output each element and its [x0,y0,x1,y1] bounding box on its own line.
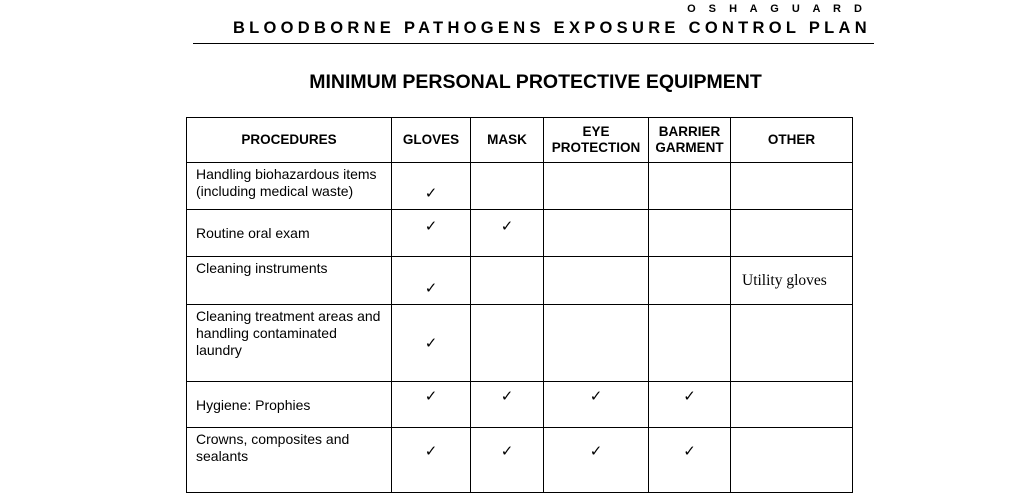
other-cell [731,382,853,428]
table-header-row [187,118,853,163]
col-header-barrier-garment: BARRIER GARMENT [649,118,731,163]
mask-check-cell: ✓ [471,428,544,493]
ppe-table [186,117,853,493]
gloves-check-cell: ✓ [392,257,471,305]
table-row [187,163,853,210]
procedure-cell: Crowns, composites and sealants [187,428,392,493]
garment-check-cell [649,305,731,382]
col-header-procedures: PROCEDURES [187,118,392,163]
header-divider [193,43,874,44]
table-row [187,305,853,382]
eye-check-cell [544,163,649,210]
mask-check-cell [471,163,544,210]
eye-check-cell [544,257,649,305]
col-header-eye-protection: EYE PROTECTION [544,118,649,163]
table-row [187,210,853,257]
garment-check-cell [649,163,731,210]
table-row [187,428,853,493]
other-cell: Utility gloves [731,257,853,305]
other-cell [731,163,853,210]
procedure-cell: Cleaning treatment areas and handling contaminated laundry [187,305,392,382]
procedure-cell: Handling biohazardous items (including medical waste) [187,163,392,210]
table-row [187,257,853,305]
gloves-check-cell: ✓ [392,210,471,257]
gloves-check-cell: ✓ [392,382,471,428]
gloves-check-cell: ✓ [392,305,471,382]
col-header-mask: MASK [471,118,544,163]
eye-check-cell [544,305,649,382]
other-cell [731,210,853,257]
garment-check-cell [649,257,731,305]
plan-title: BLOODBORNE PATHOGENS EXPOSURE CONTROL PLAN [232,19,871,37]
gloves-check-cell: ✓ [392,428,471,493]
eye-check-cell [544,210,649,257]
garment-check-cell: ✓ [649,428,731,493]
garment-check-cell: ✓ [649,382,731,428]
procedure-cell: Routine oral exam [187,210,392,257]
other-cell [731,305,853,382]
page-title: MINIMUM PERSONAL PROTECTIVE EQUIPMENT [309,71,762,93]
brand-name: O S H A G U A R D [687,3,867,15]
mask-check-cell: ✓ [471,382,544,428]
eye-check-cell: ✓ [544,428,649,493]
mask-check-cell [471,305,544,382]
mask-check-cell: ✓ [471,210,544,257]
other-cell [731,428,853,493]
procedure-cell: Hygiene: Prophies [187,382,392,428]
col-header-gloves: GLOVES [392,118,471,163]
col-header-other: OTHER [731,118,853,163]
procedure-cell: Cleaning instruments [187,257,392,305]
eye-check-cell: ✓ [544,382,649,428]
mask-check-cell [471,257,544,305]
garment-check-cell [649,210,731,257]
gloves-check-cell: ✓ [392,163,471,210]
table-row [187,382,853,428]
